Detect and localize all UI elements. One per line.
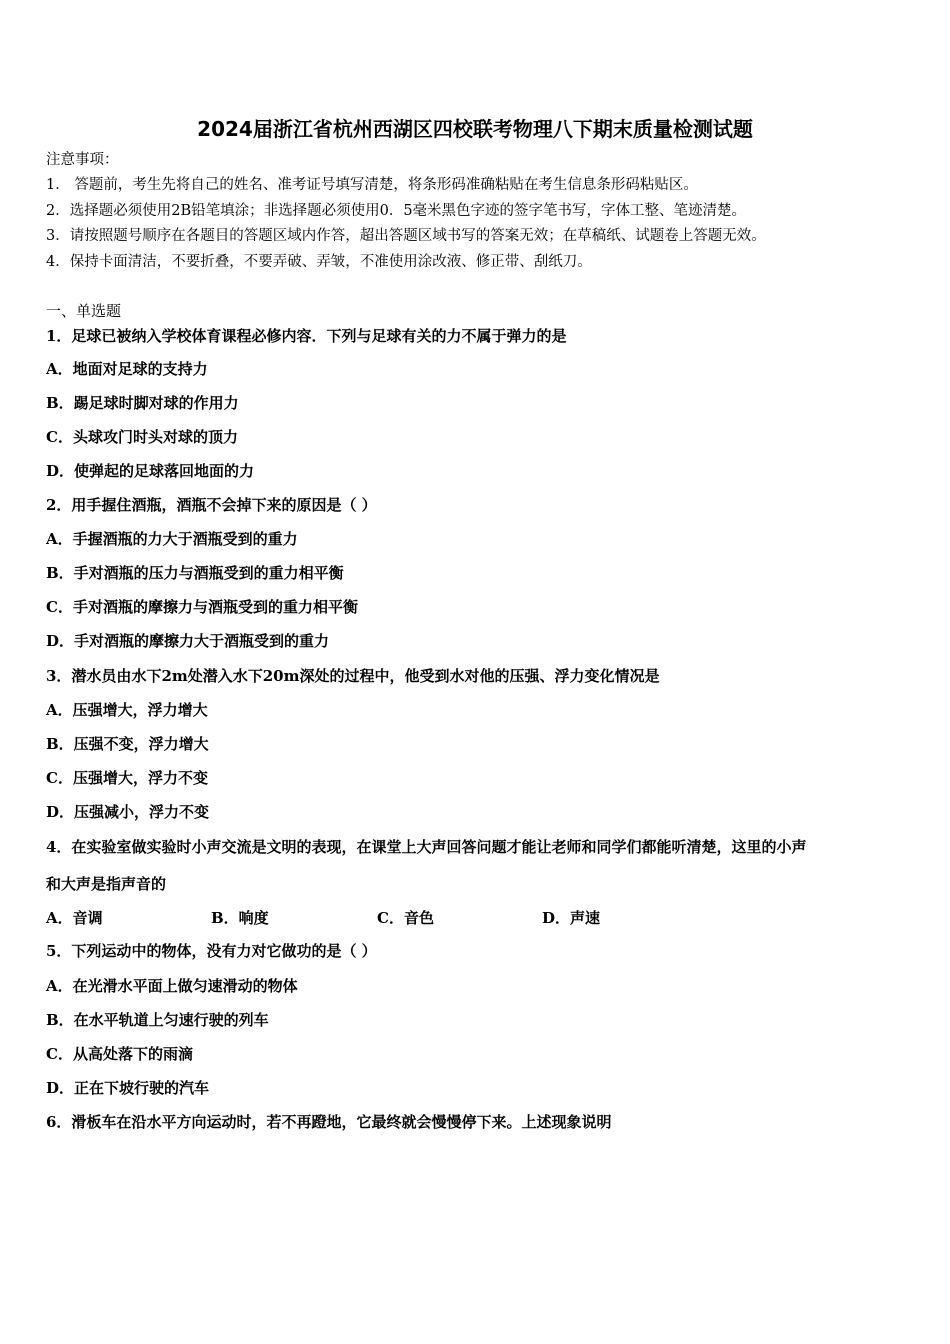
option: D．使弹起的足球落回地面的力 xyxy=(46,462,255,480)
page-title: 2024届浙江省杭州西湖区四校联考物理八下期末质量检测试题 xyxy=(197,117,753,141)
option: A．手握酒瓶的力大于酒瓶受到的重力 xyxy=(46,530,298,548)
option: B．手对酒瓶的压力与酒瓶受到的重力相平衡 xyxy=(46,564,344,582)
option: A．压强增大，浮力增大 xyxy=(46,701,208,719)
note-item: 1． 答题前，考生先将自己的姓名、准考证号填写清楚，将条形码准确粘贴在考生信息条形码粘贴区。 xyxy=(46,177,698,193)
question-stem: 4．在实验室做实验时小声交流是文明的表现，在课堂上大声回答问题才能让老师和同学们都能听清楚，这里的小声 xyxy=(46,838,807,856)
option: C．头球攻门时头对球的顶力 xyxy=(46,428,238,446)
question-stem: 6．滑板车在沿水平方向运动时，若不再蹬地，它最终就会慢慢停下来。上述现象说明 xyxy=(46,1113,612,1131)
question-stem-continued: 和大声是指声音的 xyxy=(46,875,167,893)
option: B．响度 xyxy=(211,909,269,927)
option: C．手对酒瓶的摩擦力与酒瓶受到的重力相平衡 xyxy=(46,598,358,616)
note-item: 4．保持卡面清洁，不要折叠，不要弄破、弄皱，不准使用涂改液、修正带、刮纸刀。 xyxy=(46,254,592,270)
question-stem: 1．足球已被纳入学校体育课程必修内容．下列与足球有关的力不属于弹力的是 xyxy=(46,327,567,345)
option: B．压强不变，浮力增大 xyxy=(46,735,209,753)
option: C．从高处落下的雨滴 xyxy=(46,1045,193,1063)
question-stem: 2．用手握住酒瓶，酒瓶不会掉下来的原因是（ ） xyxy=(46,496,377,514)
question-stem: 5．下列运动中的物体，没有力对它做功的是（ ） xyxy=(46,942,377,960)
question-stem: 3．潜水员由水下2m处潜入水下20m深处的过程中，他受到水对他的压强、浮力变化情况是 xyxy=(46,667,660,685)
option: D．声速 xyxy=(542,909,601,927)
notes-heading: 注意事项： xyxy=(46,152,119,168)
option: A．音调 xyxy=(46,909,103,927)
note-item: 3．请按照题号顺序在各题目的答题区域内作答，超出答题区域书写的答案无效；在草稿纸、试题卷上答题无效。 xyxy=(46,228,766,244)
option: D．压强减小，浮力不变 xyxy=(46,803,210,821)
note-item: 2．选择题必须使用2B铅笔填涂；非选择题必须使用0．5毫米黑色字迹的签字笔书写，字体工整、笔迹清楚。 xyxy=(46,203,747,219)
option: D．手对酒瓶的摩擦力大于酒瓶受到的重力 xyxy=(46,632,330,650)
option: A．地面对足球的支持力 xyxy=(46,360,208,378)
option: C．压强增大，浮力不变 xyxy=(46,769,208,787)
option: B．在水平轨道上匀速行驶的列车 xyxy=(46,1011,269,1029)
option: C．音色 xyxy=(377,909,434,927)
option: D．正在下坡行驶的汽车 xyxy=(46,1079,210,1097)
option: B．踢足球时脚对球的作用力 xyxy=(46,394,239,412)
section-heading: 一、单选题 xyxy=(46,302,122,320)
option: A．在光滑水平面上做匀速滑动的物体 xyxy=(46,977,298,995)
